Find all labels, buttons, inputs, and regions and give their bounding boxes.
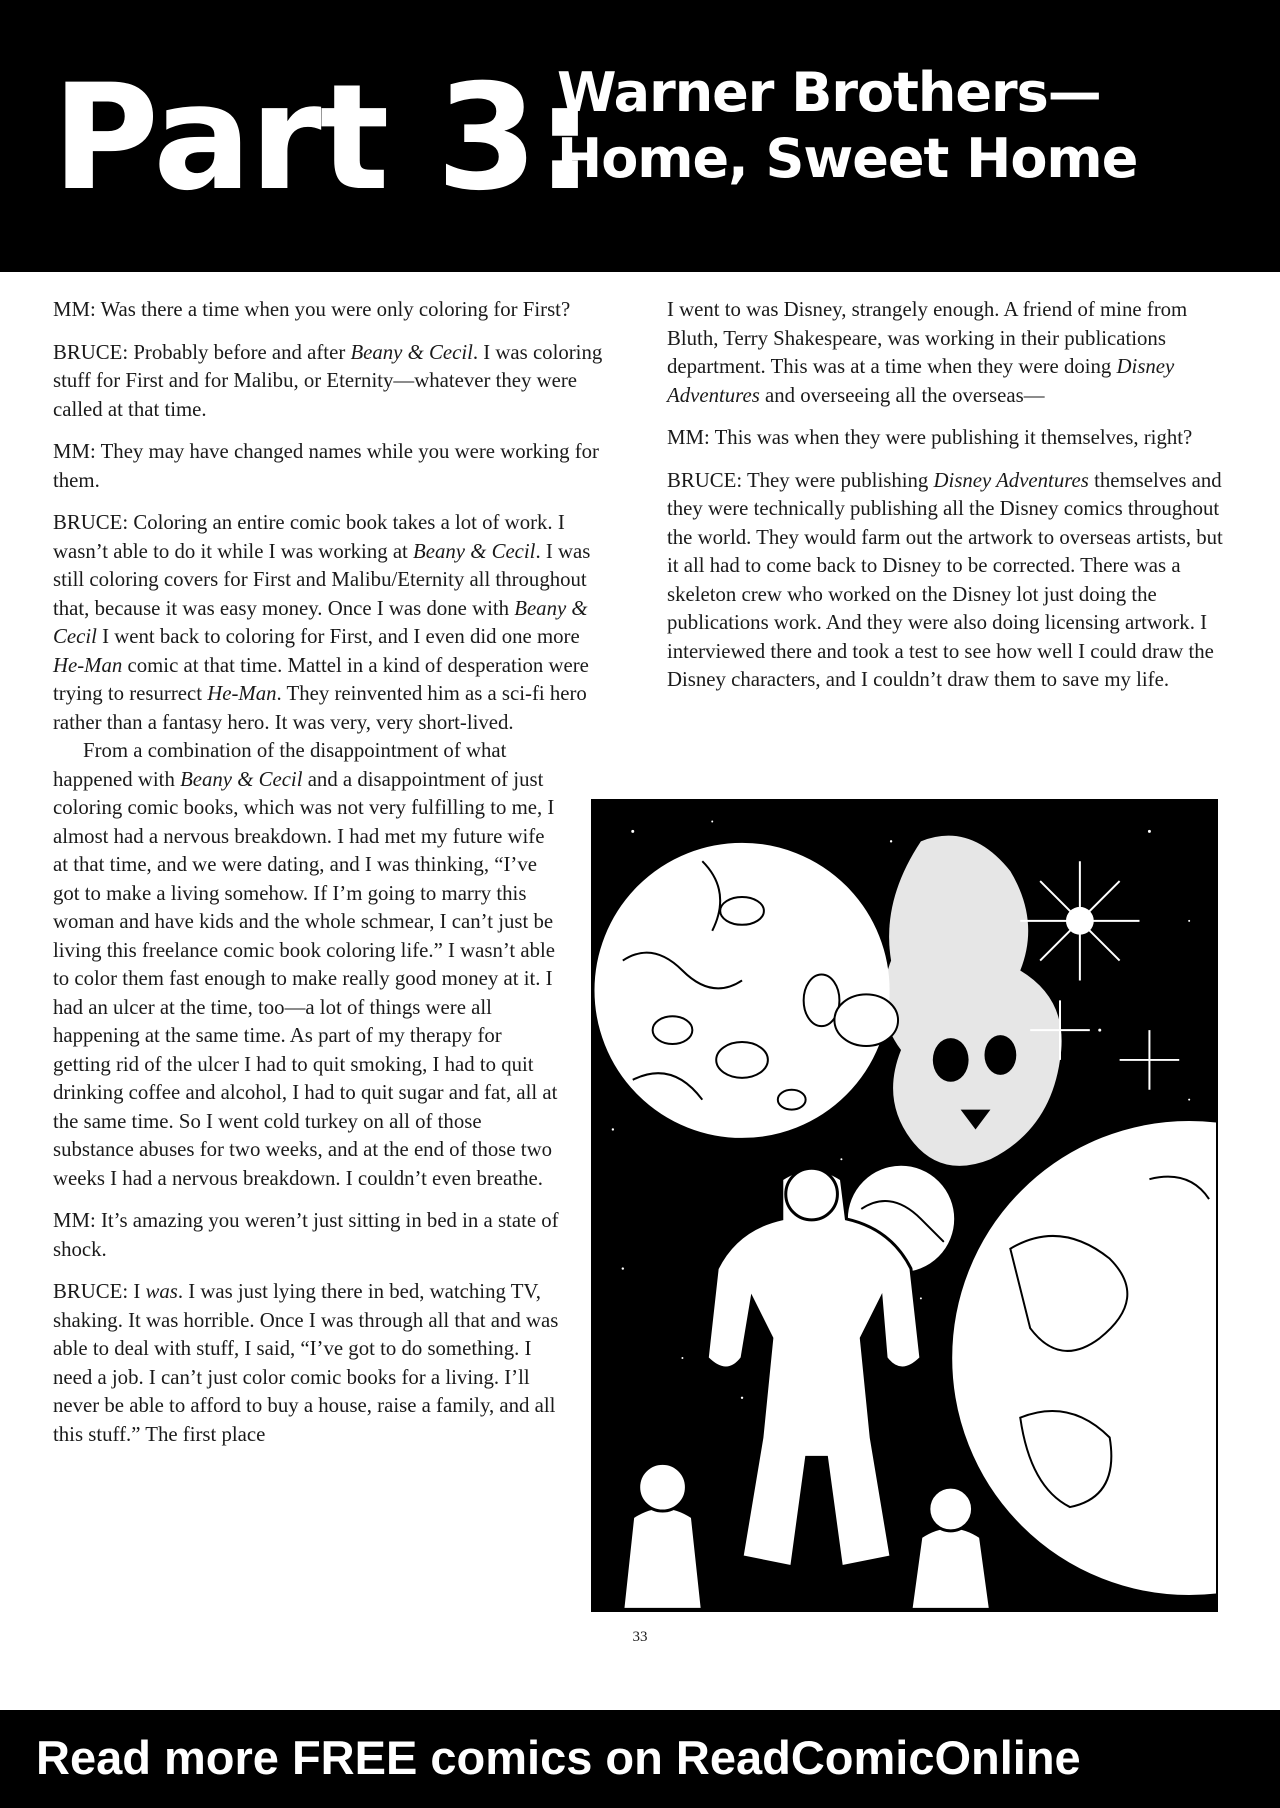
paragraph-text: They may have changed names while you were working for them. bbox=[53, 440, 599, 492]
paragraph-text: . I was just lying there in bed, watching TV, shaking. It was horrible. Once I was through all that and was able to deal with stuff, I said, “I’ve got to do something. I need a job. I can’t just color comic books for a living. I’ll never be able to afford to buy a house, raise a family, and all this stuff.” The first place bbox=[53, 1280, 559, 1446]
paragraph-text: I went to was Disney, strangely enough. A friend of mine from Bluth, Terry Shakespeare, was working in their publications department. This was at a time when they were doing bbox=[667, 298, 1188, 378]
space-scene-illustration bbox=[593, 801, 1216, 1610]
paragraph bbox=[667, 467, 1227, 695]
paragraph bbox=[53, 1278, 563, 1449]
speaker-label: MM: bbox=[53, 298, 96, 321]
paragraph-text: From a combination of the disappointment of what happened with bbox=[53, 739, 507, 791]
speaker-label: MM: bbox=[667, 426, 710, 449]
paragraph bbox=[53, 737, 563, 1193]
paragraph-text: comic at that time. Mattel in a kind of desperation were trying to resurrect bbox=[53, 653, 589, 705]
paragraph bbox=[667, 296, 1227, 410]
asteroid bbox=[834, 994, 898, 1046]
page-number: 33 bbox=[632, 1629, 648, 1645]
paragraph-text: . I was still coloring covers for First and Malibu/Eternity all throughout that, because it was easy money. Once I was done with bbox=[53, 539, 591, 620]
chapter-subtitle-line-2: Home, Sweet Home bbox=[557, 127, 1138, 190]
chapter-subtitle-line-1: Warner Brothers— bbox=[557, 61, 1101, 124]
speaker-label: BRUCE: bbox=[53, 340, 129, 364]
paragraph bbox=[53, 339, 613, 425]
paragraph-text: Was there a time when you were only coloring for First? bbox=[95, 298, 571, 321]
paragraph bbox=[667, 424, 1227, 453]
speaker-label: BRUCE: bbox=[667, 468, 743, 492]
speaker-label: MM: bbox=[53, 1209, 96, 1232]
paragraph bbox=[53, 296, 613, 325]
paragraph-text: . I was coloring stuff for First and for Malibu, or Eternity—whatever they were called at that time. bbox=[53, 340, 603, 421]
promo-banner-text[interactable]: Read more FREE comics on ReadComicOnline bbox=[36, 1731, 1081, 1784]
speaker-label: BRUCE: bbox=[53, 511, 129, 534]
paragraph-text: . They reinvented him as a sci-fi hero rather than a fantasy hero. It was very, very short-lived. bbox=[53, 682, 587, 734]
emphasis-italic: was bbox=[145, 1280, 178, 1303]
paragraph bbox=[53, 1207, 563, 1264]
promo-banner[interactable] bbox=[0, 1710, 1280, 1808]
title-italic: Beany & Cecil bbox=[53, 596, 588, 648]
title-italic: Beany & Cecil bbox=[350, 340, 473, 364]
chapter-header bbox=[0, 0, 1280, 272]
paragraph-text: and a disappointment of just coloring comic books, which was not very fulfilling to me, I almost had a nervous breakdown. I had met my future wife at that time, and we were dating, and I was thinking, “I’ve got to make a living somehow. If I’m going to marry this woman and have kids and the whole schmear, I can’t just be living this freelance comic book coloring life.” I wasn’t able to color them fast enough to make really good money at it. I had an ulcer at the time, too—a lot of things were all happening at the same time. As part of my therapy for getting rid of the ulcer I had to quit smoking, I had to quit drinking coffee and alcohol, I had to quit sugar and fat, all at the same time. So I went cold turkey on all of those substance abuses for two weeks, and at the end of those two weeks I had a nervous breakdown. I couldn’t even breathe. bbox=[53, 767, 558, 1190]
paragraph-text: They were publishing bbox=[742, 468, 934, 492]
title-italic: He-Man bbox=[207, 682, 277, 705]
title-italic: Beany & Cecil bbox=[413, 539, 536, 563]
title-italic: Beany & Cecil bbox=[180, 767, 303, 791]
paragraph-text: I bbox=[128, 1280, 146, 1303]
speaker-label: MM: bbox=[53, 440, 96, 463]
bright-star bbox=[1066, 907, 1094, 935]
paragraph-text: This was when they were publishing it themselves, right? bbox=[709, 426, 1193, 449]
paragraph-text: It’s amazing you weren’t just sitting in bed in a state of shock. bbox=[53, 1209, 559, 1261]
speaker-label: BRUCE: bbox=[53, 1280, 129, 1303]
paragraph bbox=[53, 509, 613, 737]
title-italic: Disney Adventures bbox=[667, 355, 1175, 407]
paragraph-text: and overseeing all the overseas— bbox=[759, 383, 1045, 407]
title-italic: Disney Adventures bbox=[933, 468, 1089, 492]
comic-artwork-illustration bbox=[591, 799, 1218, 1612]
paragraph-text: themselves and they were technically publishing all the Disney comics throughout the world. They would farm out the artwork to overseas artists, but it all had to come back to Disney to be corrected. There was a skeleton crew who worked on the Disney lot just doing the publications work. And they were also doing licensing artwork. I interviewed there and took a test to see how well I could draw the Disney characters, and I couldn’t draw them to save my life. bbox=[667, 468, 1223, 691]
paragraph-text: Probably before and after bbox=[128, 340, 351, 364]
chapter-part-title: Part 3: bbox=[52, 53, 593, 223]
title-italic: He-Man bbox=[53, 653, 123, 677]
paragraph bbox=[53, 438, 613, 495]
right-text-column bbox=[667, 296, 1227, 709]
paragraph-text: Coloring an entire comic book takes a lot of work. I wasn’t able to do it while I was working at bbox=[53, 511, 565, 563]
cratered-moon bbox=[593, 841, 891, 1139]
left-text-column bbox=[53, 296, 613, 1463]
chapter-subtitle bbox=[557, 60, 1137, 192]
paragraph-text: I went back to coloring for First, and I even did one more bbox=[96, 625, 580, 648]
